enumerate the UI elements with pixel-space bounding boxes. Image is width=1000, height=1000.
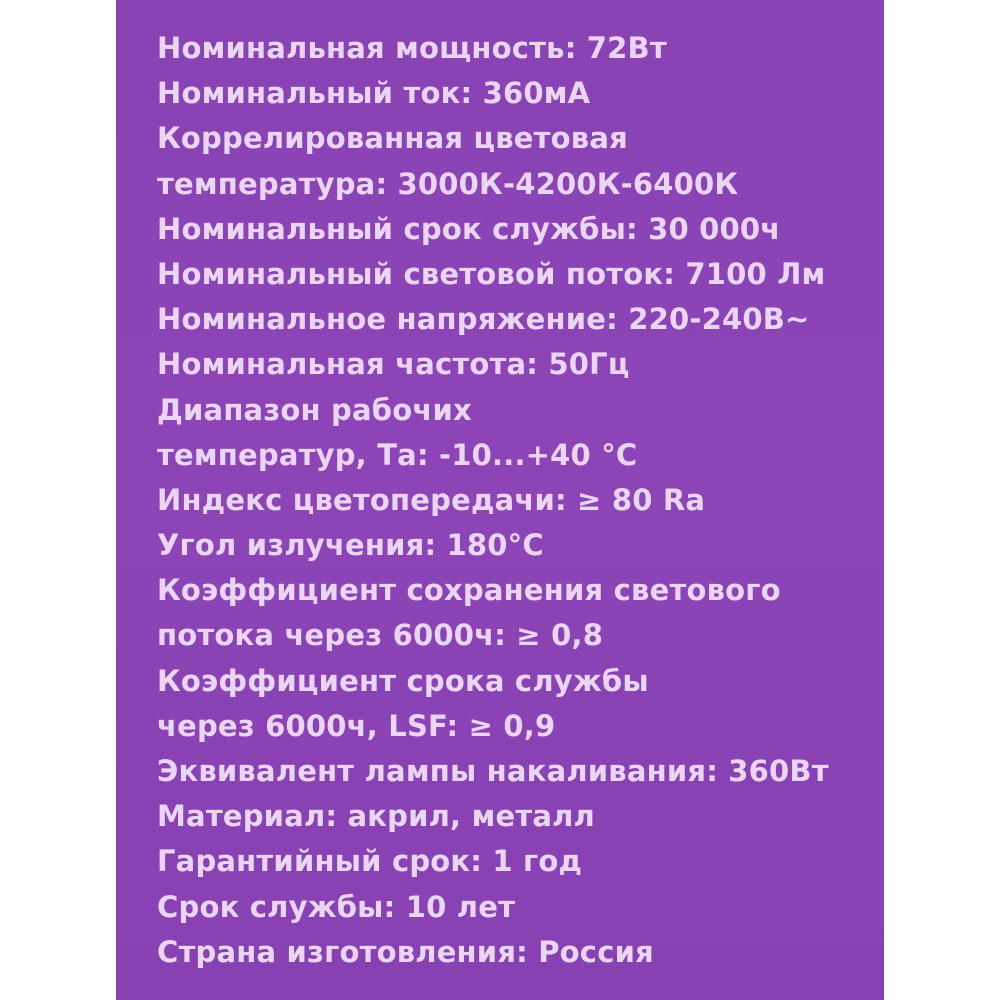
spec-line: Номинальное напряжение: 220-240В~ (157, 302, 810, 337)
spec-line: Материал: акрил, металл (157, 799, 595, 834)
spec-line: Эквивалент лампы накаливания: 360Вт (157, 754, 829, 788)
spec-line: Диапазон рабочих (157, 392, 472, 427)
spec-line: через 6000ч, LSF: ≥ 0,9 (157, 708, 556, 743)
spec-line: Срок службы: 10 лет (157, 889, 516, 924)
spec-line: потока через 6000ч: ≥ 0,8 (157, 618, 604, 653)
spec-line: Номинальный срок службы: 30 000ч (157, 211, 781, 246)
spec-line: Коррелированная цветовая (157, 121, 628, 156)
spec-line: Номинальная частота: 50Гц (157, 347, 630, 382)
specifications-list (157, 26, 829, 975)
spec-line: Номинальный ток: 360мА (157, 76, 591, 111)
spec-line: Угол излучения: 180°С (157, 528, 544, 563)
spec-line: Индекс цветопередачи: ≥ 80 Ra (157, 482, 706, 517)
spec-line: Коэффициент сохранения светового (157, 573, 781, 608)
spec-line: Номинальный световой поток: 7100 Лм (157, 256, 826, 291)
spec-line: Номинальная мощность: 72Вт (157, 31, 667, 65)
spec-line: Гарантийный срок: 1 год (157, 844, 583, 879)
spec-line: температура: 3000К-4200К-6400К (157, 166, 739, 201)
spec-line: Страна изготовления: Россия (157, 934, 654, 969)
spec-line: Коэффициент срока службы (157, 663, 649, 698)
spec-line: температур, Та: -10...+40 °С (157, 437, 638, 472)
